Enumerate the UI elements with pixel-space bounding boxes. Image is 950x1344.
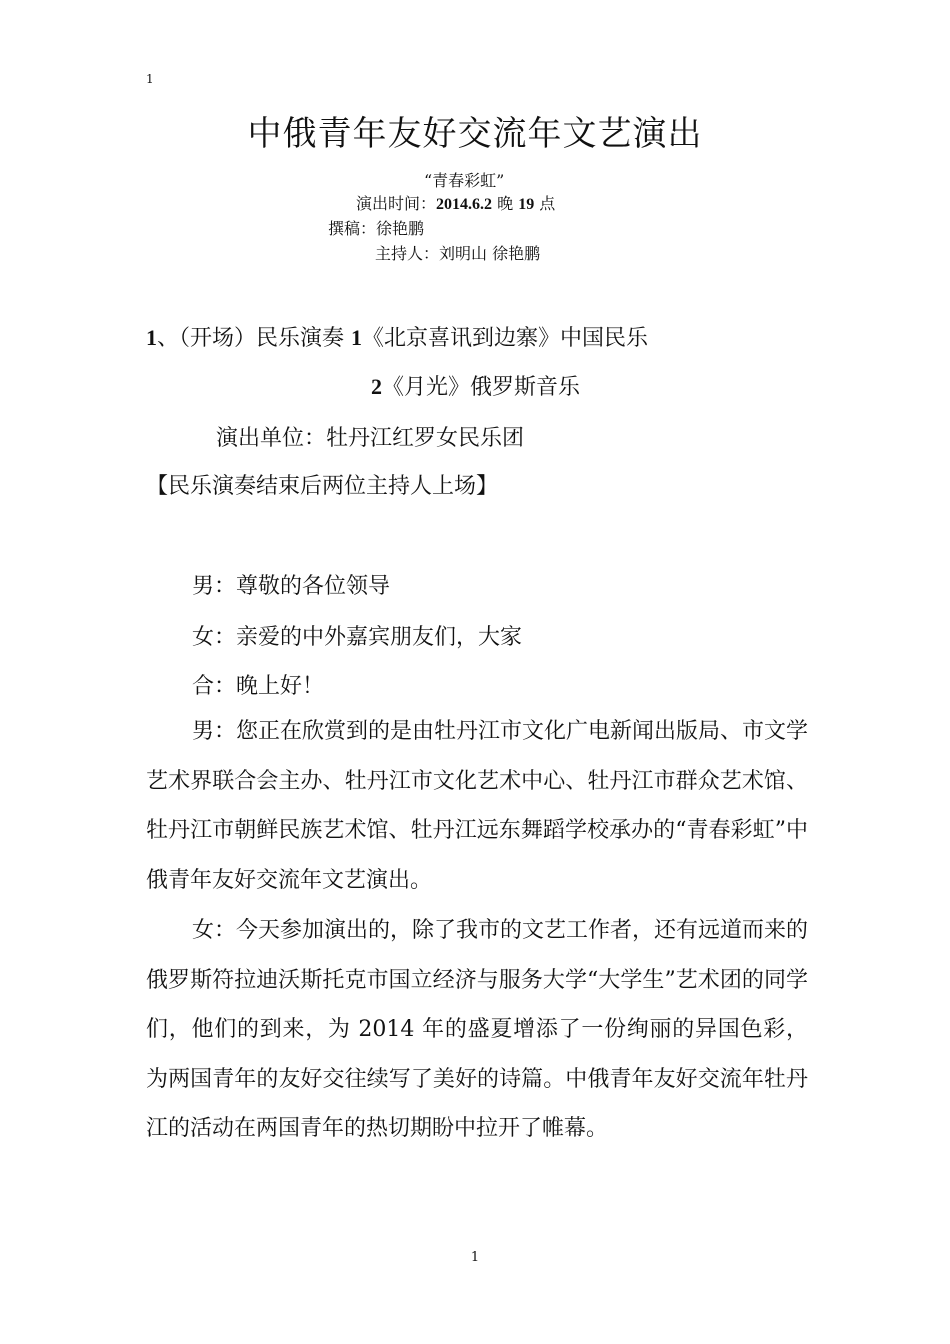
program-item-2-text: 《月光》俄罗斯音乐 [382, 375, 581, 400]
dialogue-line-together: 合：晚上好！ [192, 674, 325, 699]
time-date: 2014.6.2 [436, 196, 493, 213]
page-number-bottom: 1 [470, 1250, 480, 1265]
program-item-1-text: 、（开场）民乐演奏 [157, 326, 351, 351]
time-mid: 晚 [492, 194, 519, 213]
dialogue-line-male: 男：尊敬的各位领导 [192, 574, 391, 599]
time-unit: 点 [534, 194, 556, 213]
program-item-1-sub-number: 1 [351, 325, 362, 350]
time-label: 演出时间： [356, 194, 437, 213]
document-title: 中俄青年友好交流年文艺演出 [247, 114, 703, 154]
paragraph-female-intro: 女：今天参加演出的，除了我市的文艺工作者，还有远道而来的俄罗斯符拉迪沃斯托克市国立经济与服务大学“大学生”艺术团的同学们，他们的到来，为 2014 年的盛夏增添了一份绚丽的异国色彩，为两国青年的友好交往续写了美好的诗篇。中俄青年友好交流年牡丹江的活动在两国青年的热切期盼中拉开了帷幕。 [146, 918, 809, 1141]
hosts-credit: 主持人：刘明山 徐艳鹏 [375, 244, 541, 263]
performance-time [356, 191, 555, 214]
program-item-1-sub-text: 《北京喜讯到边寨》中国民乐 [362, 326, 649, 351]
page-number-top: 1 [146, 72, 154, 86]
program-item-1 [146, 321, 648, 352]
subtitle: “青春彩虹” [424, 171, 505, 190]
paragraph-male-intro: 男：您正在欣赏到的是由牡丹江市文化广电新闻出版局、市文学艺术界联合会主办、牡丹江市文化艺术中心、牡丹江市群众艺术馆、牡丹江市朝鲜民族艺术馆、牡丹江远东舞蹈学校承办的“青春彩虹”中俄青年友好交流年文艺演出。 [146, 719, 809, 893]
program-item-1-number: 1 [146, 325, 157, 350]
program-item-2-number: 2 [371, 374, 382, 399]
performing-unit: 演出单位：牡丹江红罗女民乐团 [216, 426, 525, 451]
dialogue-line-female: 女：亲爱的中外嘉宾朋友们，大家 [192, 625, 523, 650]
program-item-2 [371, 370, 580, 401]
stage-note: 【民乐演奏结束后两位主持人上场】 [146, 474, 499, 499]
writer-credit: 撰稿：徐艳鹏 [328, 219, 425, 238]
time-hour: 19 [518, 196, 535, 213]
